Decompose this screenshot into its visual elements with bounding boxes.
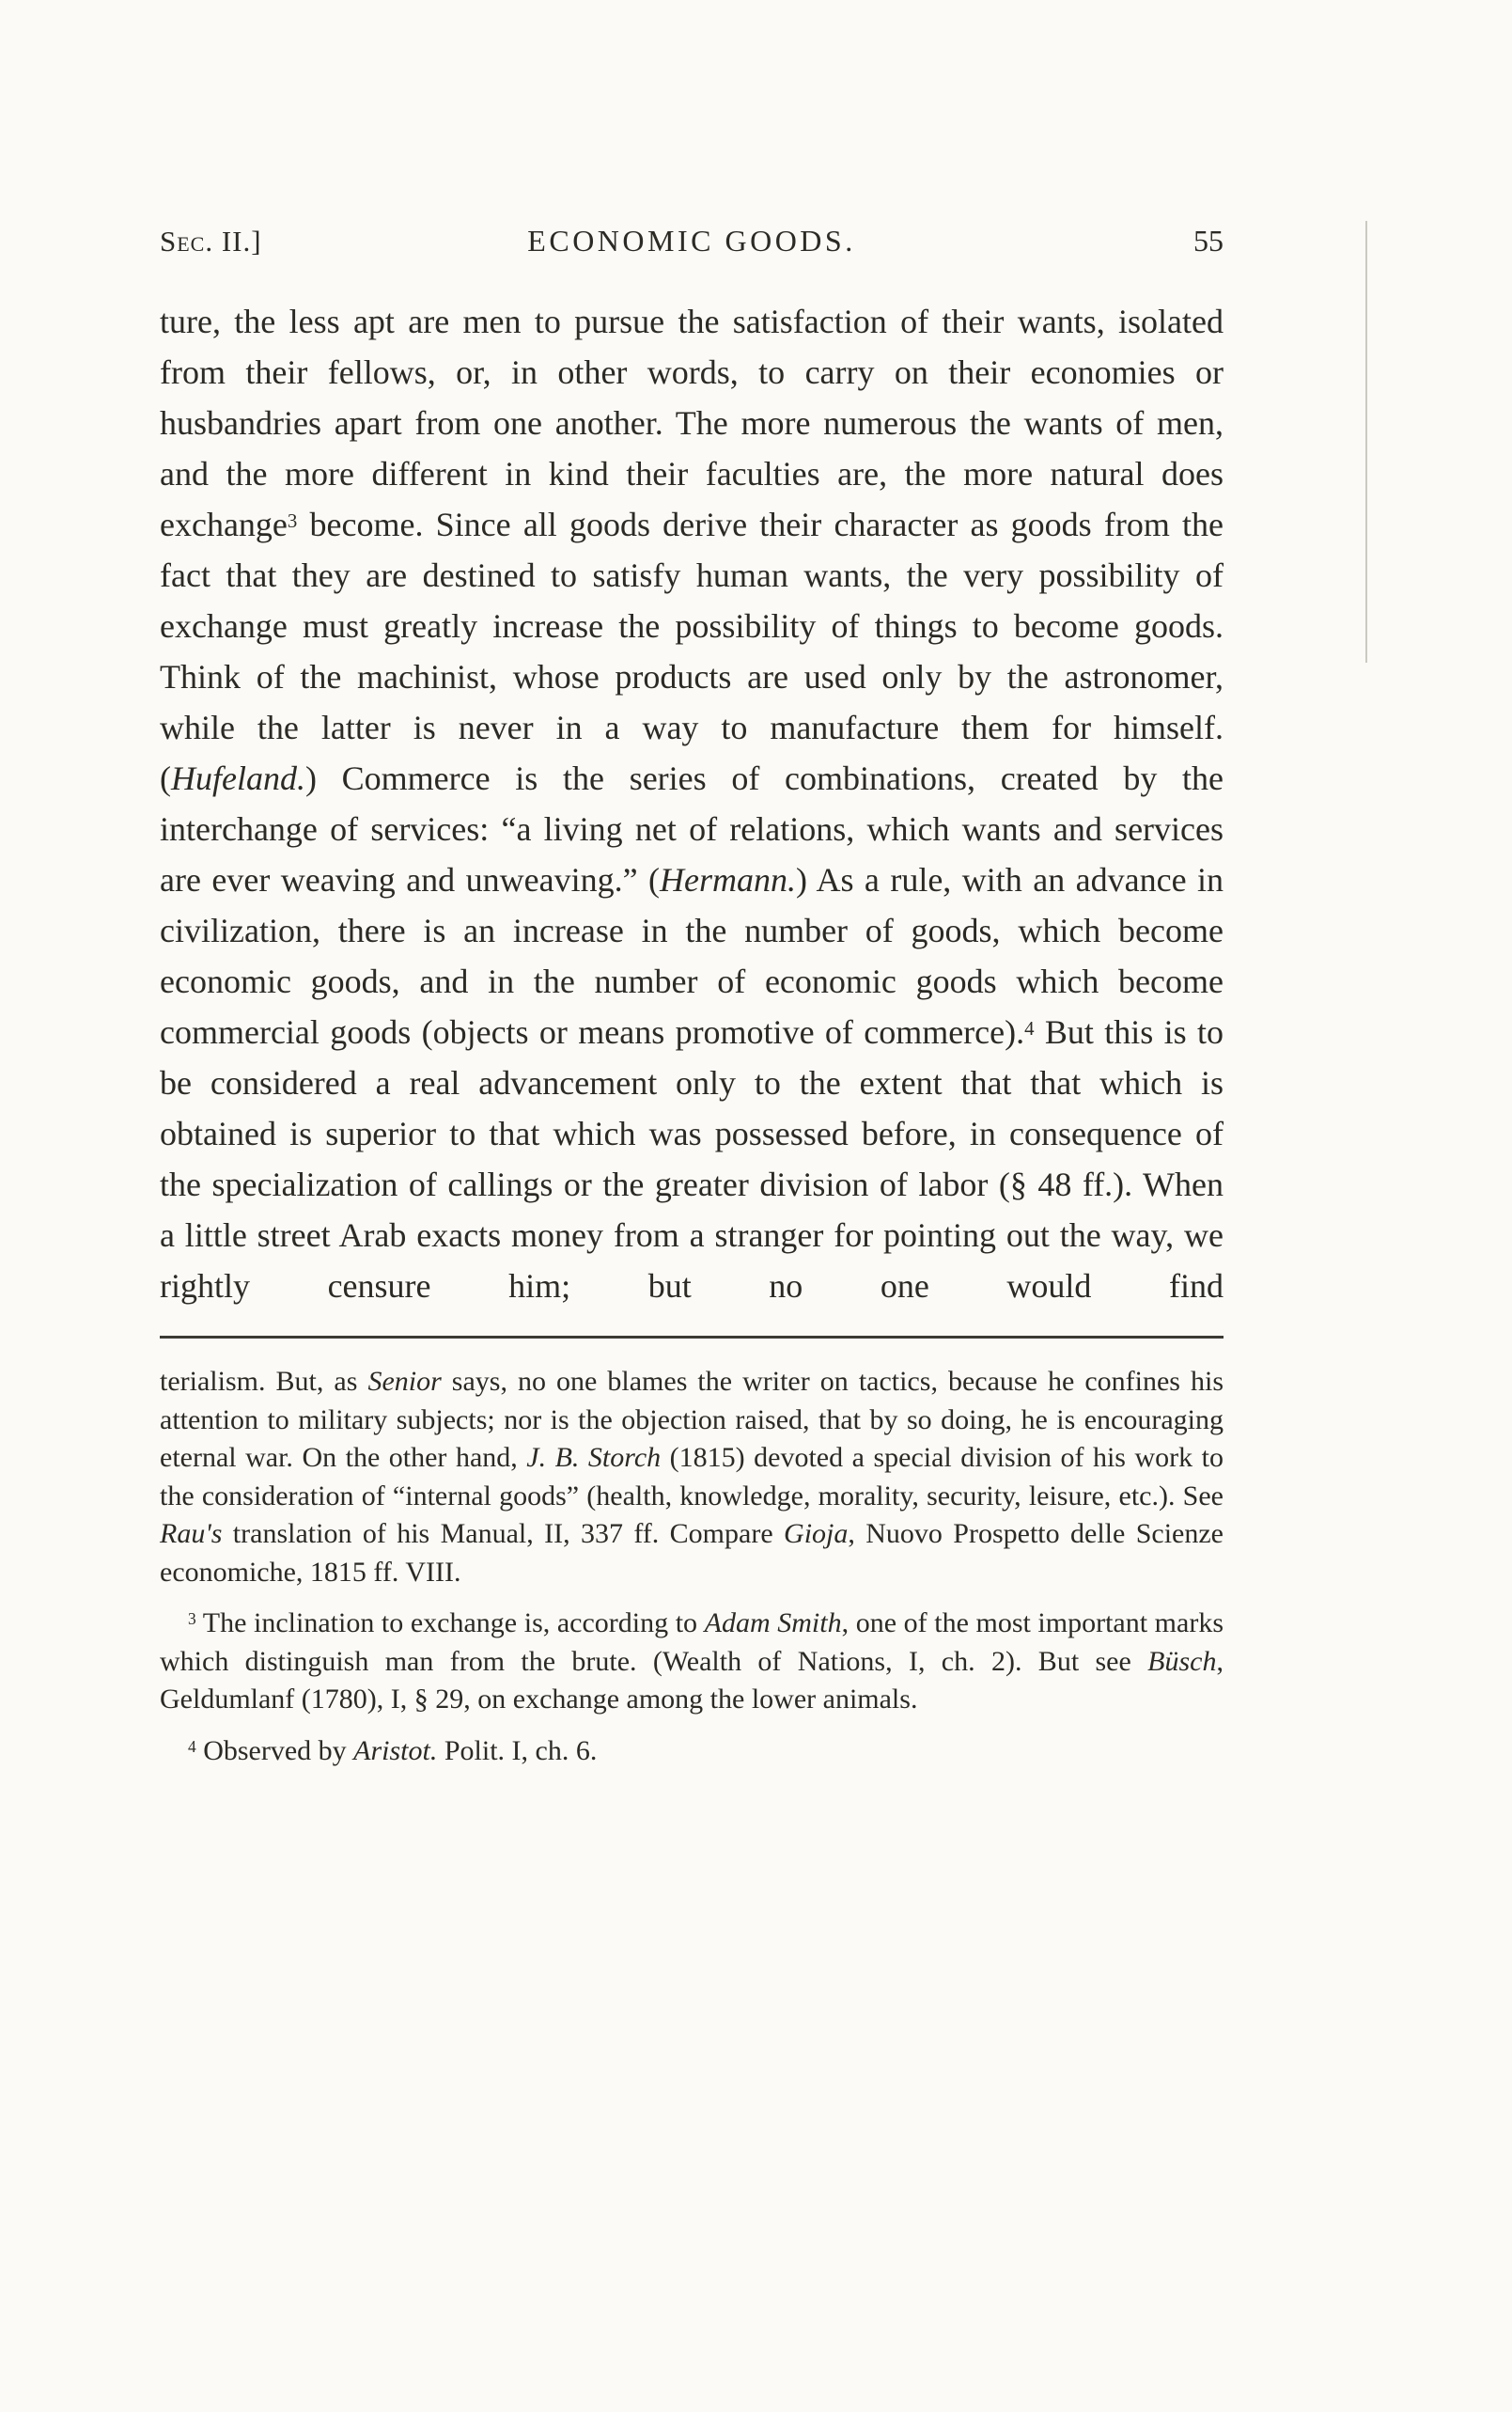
text-segment: terialism. But, as [160,1366,368,1397]
text-segment: translation of his Manual, II, 337 ff. Compare [222,1518,785,1549]
text-segment: , Nuovo Prospetto delle Scienze economiche, 1815 ff. VIII. [160,1518,1224,1588]
footnote-continuation [160,1363,1224,1591]
page-content [160,224,1224,1770]
main-paragraph [160,296,1224,1311]
text-segment: The inclination to exchange is, according to [195,1607,705,1638]
author-hermann: Hermann. [660,861,796,899]
scan-artifact-line [1365,221,1367,663]
text-segment: Observed by [195,1734,354,1766]
text-segment: Polit. I, ch. 6. [437,1734,598,1766]
section-label: Sec. II.] [160,225,262,258]
text-segment: (1815) devoted a special division of his work to the consideration of “internal goods” (health, knowledge, morality, security, leisure, etc.). See [160,1442,1224,1511]
text-segment: , one of the most important marks which distinguish man from the brute. (Wealth of Nations, I, ch. 2). But see [160,1607,1224,1677]
footnote-ref-3: 3 [287,509,298,532]
footnote-3 [160,1605,1224,1719]
author-senior: Senior [367,1366,442,1397]
text-segment: , Geldumlanf (1780), I, § 29, on exchange among the lower animals. [160,1645,1224,1715]
running-title: ECONOMIC GOODS. [527,224,856,258]
text-segment: ) Commerce is the series of combinations, created by the interchange of services: “a living net of relations, which wants and services are ever weaving and unweaving.” ( [160,760,1224,899]
author-hufeland: Hufeland. [171,760,305,797]
author-adam-smith: Adam Smith [704,1607,842,1638]
footnotes-block [160,1363,1224,1770]
footnote-divider [160,1336,1224,1339]
text-segment: But this is to be considered a real advancement only to the extent that that which is obtained is superior to that which was possessed before, in consequence of the specialization of callings or the greater division of labor (§ 48 ff.). When a little street Arab exacts money from a stranger for pointing out the way, we rightly censure him; but no one would find [160,1013,1224,1305]
footnote-ref-4: 4 [1024,1016,1035,1040]
author-aristot: Aristot. [353,1734,438,1766]
author-gioja: Gioja [784,1518,849,1549]
text-segment: become. Since all goods derive their character as goods from the fact that they are destined to satisfy human wants, the very possibility of exchange must greatly increase the possibility of things to become goods. Think of the machinist, whose products are used only by the astronomer, while the latter is never in a way to manufacture them for himself. ( [160,506,1224,797]
author-busch: Büsch [1147,1645,1217,1677]
footnote-marker-3: 3 [188,1609,196,1629]
footnote-4 [160,1732,1224,1771]
text-segment: ) As a rule, with an advance in civilization, there is an increase in the number of goods, which become economic goods, and in the number of economic goods which become commercial goods (objects or means promotive of commerce). [160,861,1224,1051]
footnote-marker-4: 4 [188,1736,196,1756]
author-rau: Rau's [160,1518,223,1549]
page-header [160,224,1224,258]
text-segment: ture, the less apt are men to pursue the satisfaction of their wants, isolated from their fellows, or, in other words, to carry on their economies or husbandries apart from one another. The more numerous the wants of men, and the more different in kind their faculties are, the more natural does exchange [160,303,1224,543]
author-storch: J. B. Storch [526,1442,662,1473]
text-segment: says, no one blames the writer on tactics, because he confines his attention to military subjects; nor is the objection raised, that by so doing, he is encouraging eternal war. On the other hand, [160,1366,1224,1473]
page-number: 55 [1193,224,1224,258]
